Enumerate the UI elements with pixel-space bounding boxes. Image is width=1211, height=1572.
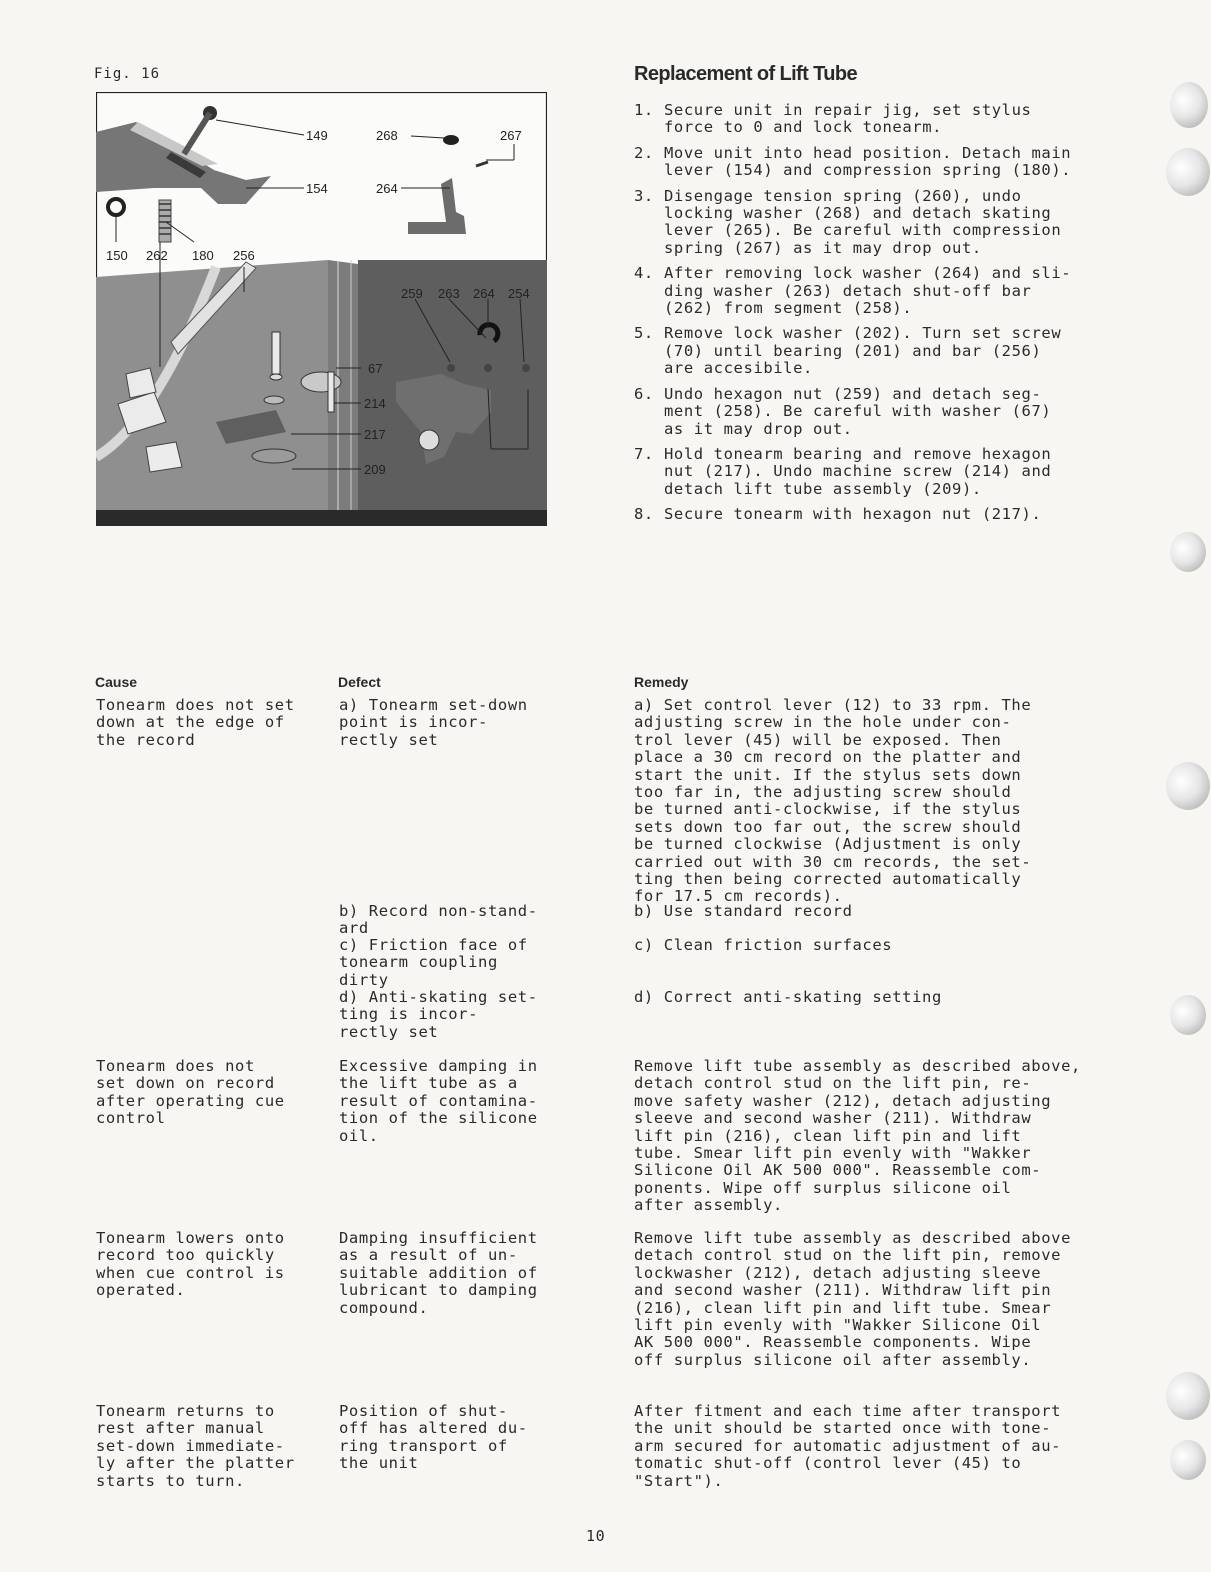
step-item: 6. Undo hexagon nut (259) and detach seg- ment (258). Be careful with washer (67) as it may drop out. — [634, 384, 1052, 438]
row1-cause: Tonearm does not set down at the edge of the record — [96, 696, 295, 749]
header-defect: Defect — [338, 674, 381, 690]
step-item: 7. Hold tonearm bearing and remove hexagon nut (217). Undo machine screw (214) and detach lift tube assembly (209). — [634, 444, 1052, 498]
header-remedy: Remedy — [634, 674, 689, 690]
row1-defect-b: b) Record non-stand- ard — [339, 902, 538, 938]
callout-262: 262 — [146, 248, 168, 263]
binder-hole — [1166, 762, 1210, 810]
row1-remedy-c: c) Clean friction surfaces — [634, 936, 893, 954]
binder-hole — [1170, 532, 1206, 572]
binder-hole — [1170, 1440, 1206, 1480]
header-cause: Cause — [95, 674, 138, 690]
row1-defect-d: d) Anti-skating set- ting is incor- rectly set — [339, 988, 538, 1041]
step-item: 5. Remove lock washer (202). Turn set screw (70) until bearing (201) and bar (256) are accesibile. — [634, 324, 1062, 378]
callout-180: 180 — [192, 248, 214, 263]
step-item: 4. After removing lock washer (264) and sli- ding washer (263) detach shut-off bar (262) from segment (258). — [634, 264, 1072, 318]
row3-cause: Tonearm lowers onto record too quickly when cue control is operated. — [96, 1229, 285, 1300]
callout-217: 217 — [364, 427, 386, 442]
callout-268: 268 — [376, 128, 398, 143]
section-title: Replacement of Lift Tube — [634, 63, 858, 85]
binder-hole — [1166, 1372, 1210, 1420]
step-item: 2. Move unit into head position. Detach main lever (154) and compression spring (180). — [634, 143, 1072, 180]
row1-defect-c: c) Friction face of tonearm coupling dirty — [339, 936, 528, 989]
page-number: 10 — [586, 1527, 606, 1545]
row2-cause: Tonearm does not set down on record after operating cue control — [96, 1057, 285, 1128]
exploded-view-illustration — [96, 92, 547, 526]
callout-263: 263 — [438, 286, 460, 301]
step-item: 8. Secure tonearm with hexagon nut (217). — [634, 505, 1042, 524]
callout-254: 254 — [508, 286, 530, 301]
figure-label: Fig. 16 — [94, 66, 161, 82]
row4-remedy: After fitment and each time after transport the unit should be started once with tone- arm secured for automatic adjustment of au- tomatic shut-off (control lever (45) to "Start"). — [634, 1402, 1062, 1490]
callout-264-upper: 264 — [376, 181, 398, 196]
row1-remedy-a: a) Set control lever (12) to 33 rpm. The adjusting screw in the hole under con- trol lever (45) will be exposed. Then place a 30 cm record on the platter and start the unit. If the stylus sets down too far in, the adjusting screw should be turned anti-clockwise, if the stylus sets down too far out, the screw should be turned clockwise (Adjustment is only carried out with 30 cm records, the set- ting then being corrected automatically for 17.5 cm records). — [634, 696, 1032, 906]
procedure-steps — [634, 102, 1114, 532]
callout-150: 150 — [106, 248, 128, 263]
row1-remedy-b: b) Use standard record — [634, 902, 853, 920]
row3-defect: Damping insufficient as a result of un- suitable addition of lubricant to damping compound. — [339, 1229, 538, 1317]
row1-remedy-d: d) Correct anti-skating setting — [634, 988, 942, 1006]
callout-214: 214 — [364, 396, 386, 411]
row4-defect: Position of shut- off has altered du- ring transport of the unit — [339, 1402, 528, 1473]
callout-154: 154 — [306, 181, 328, 196]
binder-hole — [1170, 995, 1206, 1035]
row4-cause: Tonearm returns to rest after manual set-down immediate- ly after the platter starts to turn. — [96, 1402, 295, 1490]
row3-remedy: Remove lift tube assembly as described above detach control stud on the lift pin, remove lockwasher (212), detach adjusting sleeve and second washer (211). Withdraw lift pin (216), clean lift pin and lift tube. Smear lift pin evenly with "Wakker Silicone Oil AK 500 000". Reassemble components. Wipe off surplus silicone oil after assembly. — [634, 1229, 1071, 1369]
callout-264-lower: 264 — [473, 286, 495, 301]
callout-259: 259 — [401, 286, 423, 301]
step-item: 1. Secure unit in repair jig, set stylus force to 0 and lock tonearm. — [634, 101, 1032, 137]
callout-256: 256 — [233, 248, 255, 263]
row2-defect: Excessive damping in the lift tube as a result of contamina- tion of the silicone oil. — [339, 1057, 538, 1145]
callout-267: 267 — [500, 128, 522, 143]
row2-remedy: Remove lift tube assembly as described above, detach control stud on the lift pin, re- move safety washer (212), detach adjusting sleeve and second washer (211). Withdraw lift pin (216), clean lift pin and lift tube. Smear lift pin evenly with "Wakker Silicone Oil AK 500 000". Reassemble com- ponents. Wipe off surplus silicone oil after assembly. — [634, 1057, 1081, 1215]
callout-67: 67 — [368, 361, 383, 376]
callout-149: 149 — [306, 128, 328, 143]
step-item: 3. Disengage tension spring (260), undo locking washer (268) and detach skating lever (265). Be careful with compression spring (267) as it may drop out. — [634, 186, 1062, 257]
row1-defect-a: a) Tonearm set-down point is incor- rectly set — [339, 696, 528, 749]
binder-hole — [1166, 148, 1210, 196]
binder-hole — [1170, 82, 1208, 128]
callout-209: 209 — [364, 462, 386, 477]
